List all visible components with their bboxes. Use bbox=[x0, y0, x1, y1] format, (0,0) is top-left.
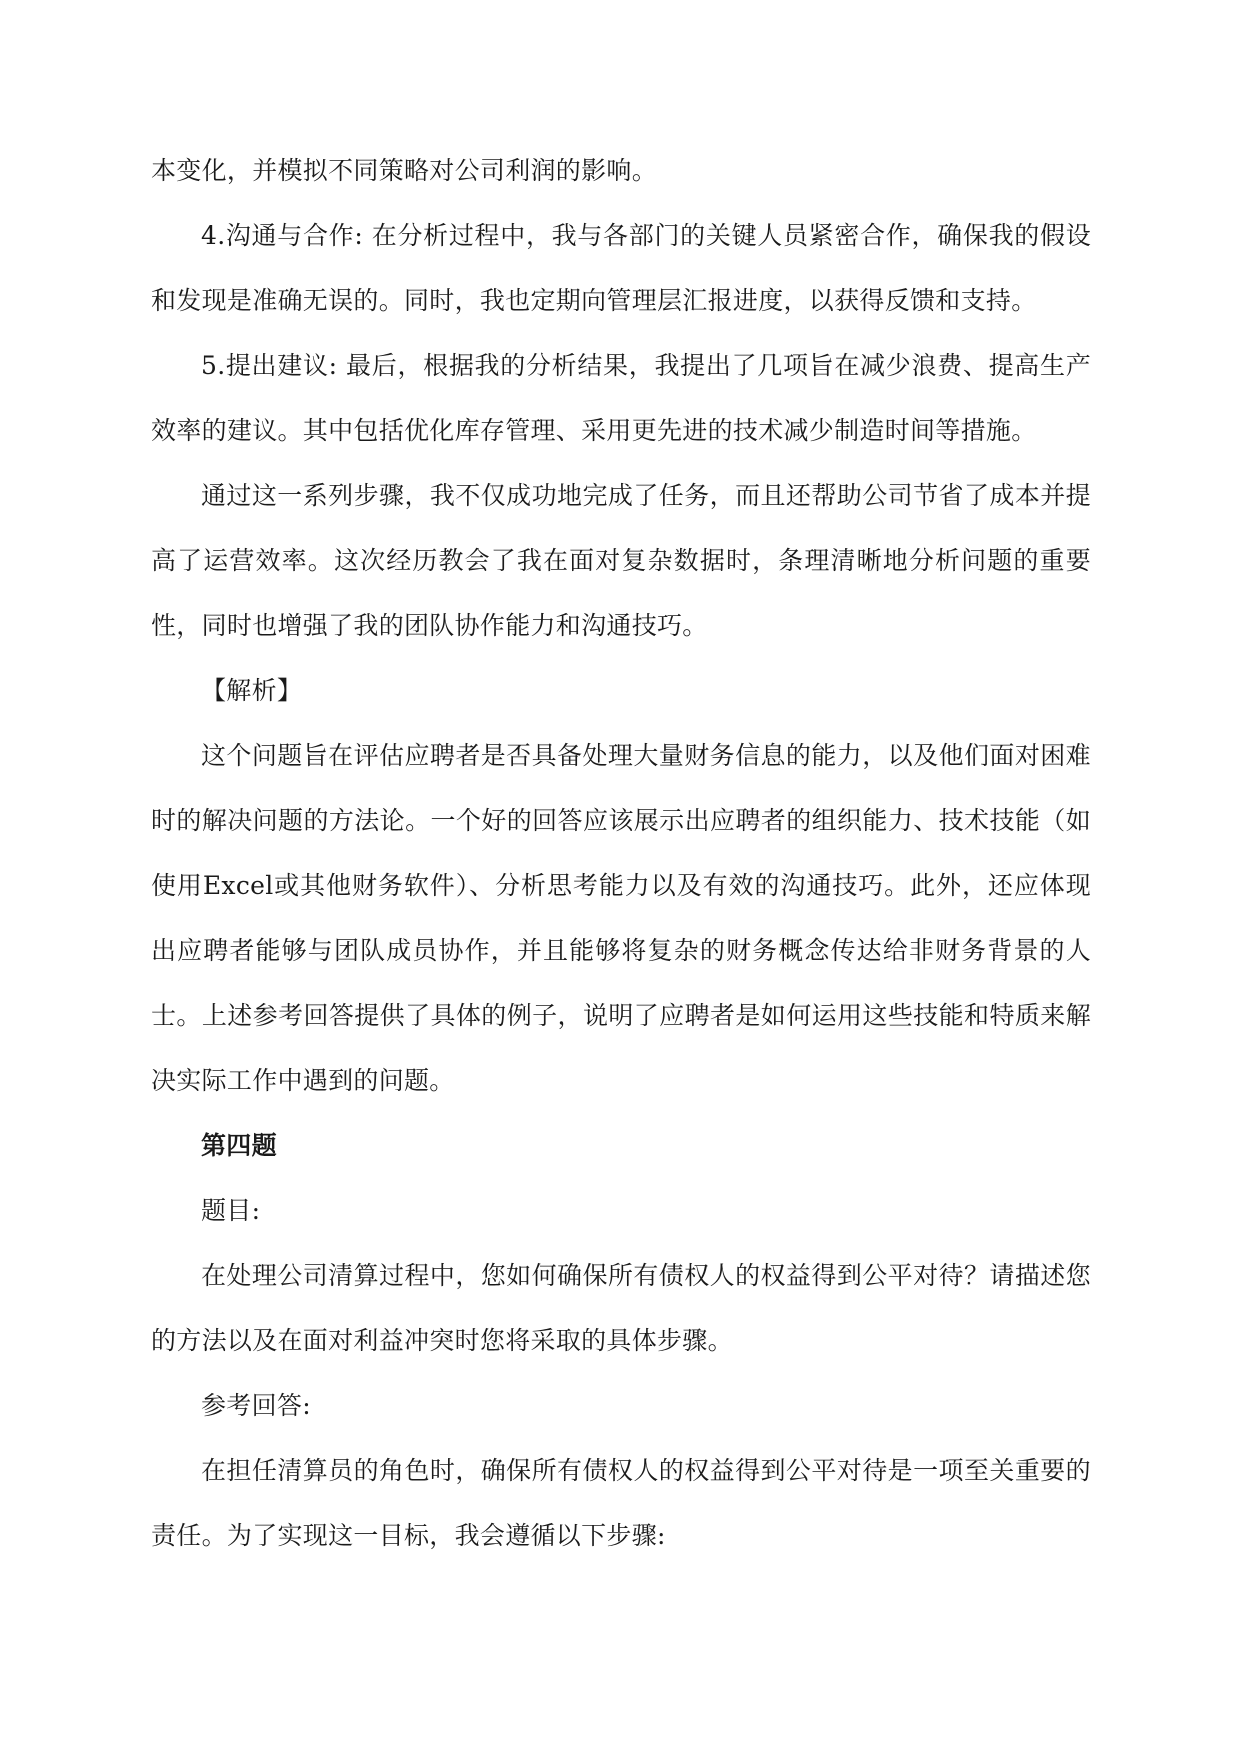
paragraph-answer: 在担任清算员的角色时，确保所有债权人的权益得到公平对待是一项至关重要的责任。为了实现这一目标，我会遵循以下步骤: bbox=[151, 1456, 1091, 1550]
paragraph-summary: 通过这一系列步骤，我不仅成功地完成了任务，而且还帮助公司节省了成本并提高了运营效率。这次经历教会了我在面对复杂数据时，条理清晰地分析问题的重要性，同时也增强了我的团队协作能力和沟通技巧。 bbox=[151, 481, 1091, 640]
analysis-heading: 【解析】 bbox=[201, 676, 303, 705]
paragraph-question: 在处理公司清算过程中，您如何确保所有债权人的权益得到公平对待？请描述您的方法以及在面对利益冲突时您将采取的具体步骤。 bbox=[151, 1261, 1091, 1355]
paragraph-step-5: 5.提出建议: 最后，根据我的分析结果，我提出了几项旨在减少浪费、提高生产效率的建议。其中包括优化库存管理、采用更先进的技术减少制造时间等措施。 bbox=[151, 351, 1091, 445]
question-label: 题目: bbox=[201, 1196, 261, 1225]
paragraph-analysis: 这个问题旨在评估应聘者是否具备处理大量财务信息的能力，以及他们面对困难时的解决问题的方法论。一个好的回答应该展示出应聘者的组织能力、技术技能（如使用Excel或其他财务软件）、分析思考能力以及有效的沟通技巧。此外，还应体现出应聘者能够与团队成员协作，并且能够将复杂的财务概念传达给非财务背景的人士。上述参考回答提供了具体的例子，说明了应聘者是如何运用这些技能和特质来解决实际工作中遇到的问题。 bbox=[151, 741, 1091, 1095]
question-heading: 第四题 bbox=[201, 1131, 277, 1160]
paragraph-continuation: 本变化，并模拟不同策略对公司利润的影响。 bbox=[151, 156, 658, 185]
answer-label: 参考回答: bbox=[201, 1391, 311, 1420]
paragraph-step-4: 4.沟通与合作: 在分析过程中，我与各部门的关键人员紧密合作，确保我的假设和发现是准确无误的。同时，我也定期向管理层汇报进度，以获得反馈和支持。 bbox=[151, 221, 1091, 315]
document-body bbox=[151, 138, 1091, 1568]
